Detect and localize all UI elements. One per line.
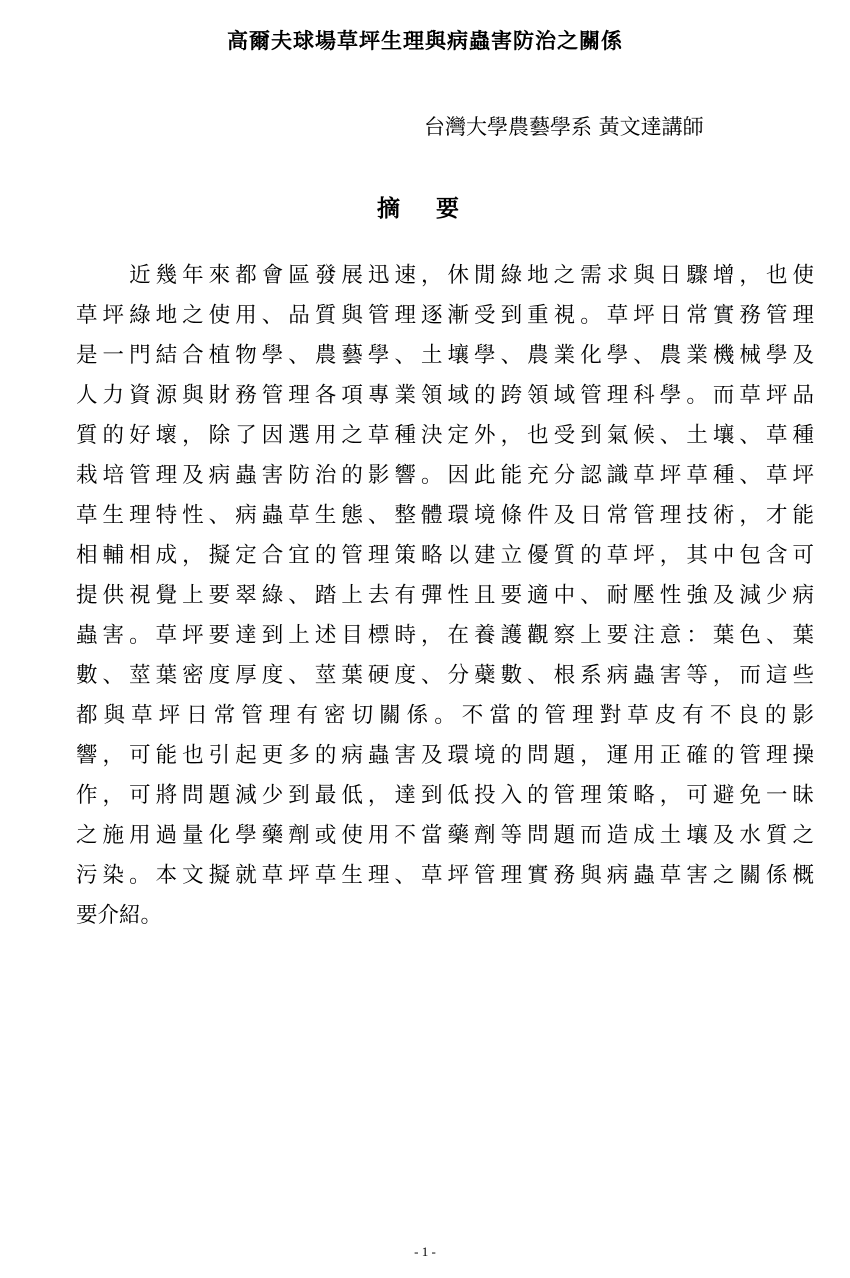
paragraph-line: 近幾年來都會區發展迅速，休閒綠地之需求與日驟增，也使: [76, 263, 814, 288]
paragraph-line: 是一門結合植物學、農藝學、土壤學、農業化學、農業機械學及: [76, 343, 814, 368]
document-title: 高爾夫球場草坪生理與病蟲害防治之關係: [227, 28, 623, 53]
author-line: 台灣大學農藝學系 黃文達講師: [424, 115, 704, 139]
paragraph-line: 要介紹。: [76, 903, 163, 928]
paragraph-line: 提供視覺上要翠綠、踏上去有彈性且要適中、耐壓性強及減少病: [76, 583, 814, 608]
paragraph-line: 污染。本文擬就草坪草生理、草坪管理實務與病蟲草害之關係概: [76, 863, 814, 888]
paragraph-line: 相輔相成，擬定合宜的管理策略以建立優質的草坪，其中包含可: [76, 543, 814, 568]
paragraph-line: 之施用過量化學藥劑或使用不當藥劑等問題而造成土壤及水質之: [76, 823, 814, 848]
paragraph-line: 草生理特性、病蟲草生態、整體環境條件及日常管理技術，才能: [76, 503, 814, 528]
abstract-paragraph: [76, 256, 814, 936]
paragraph-line: 蟲害。草坪要達到上述目標時，在養護觀察上要注意：葉色、葉: [76, 623, 814, 648]
paragraph-line: 響，可能也引起更多的病蟲害及環境的問題，運用正確的管理操: [76, 743, 814, 768]
paragraph-line: 都與草坪日常管理有密切關係。不當的管理對草皮有不良的影: [76, 703, 814, 728]
paragraph-line: 人力資源與財務管理各項專業領域的跨領域管理科學。而草坪品: [76, 383, 814, 408]
paragraph-line: 作，可將問題減少到最低，達到低投入的管理策略，可避免一昧: [76, 783, 814, 808]
paragraph-line: 質的好壞，除了因選用之草種決定外，也受到氣候、土壤、草種: [76, 423, 814, 448]
paragraph-line: 數、莖葉密度厚度、莖葉硬度、分蘗數、根系病蟲害等，而這些: [76, 663, 814, 688]
abstract-heading: 摘 要: [376, 195, 473, 222]
paragraph-line: 栽培管理及病蟲害防治的影響。因此能充分認識草坪草種、草坪: [76, 463, 814, 488]
paragraph-line: 草坪綠地之使用、品質與管理逐漸受到重視。草坪日常實務管理: [76, 303, 814, 328]
page-number: - 1 -: [414, 1244, 436, 1259]
